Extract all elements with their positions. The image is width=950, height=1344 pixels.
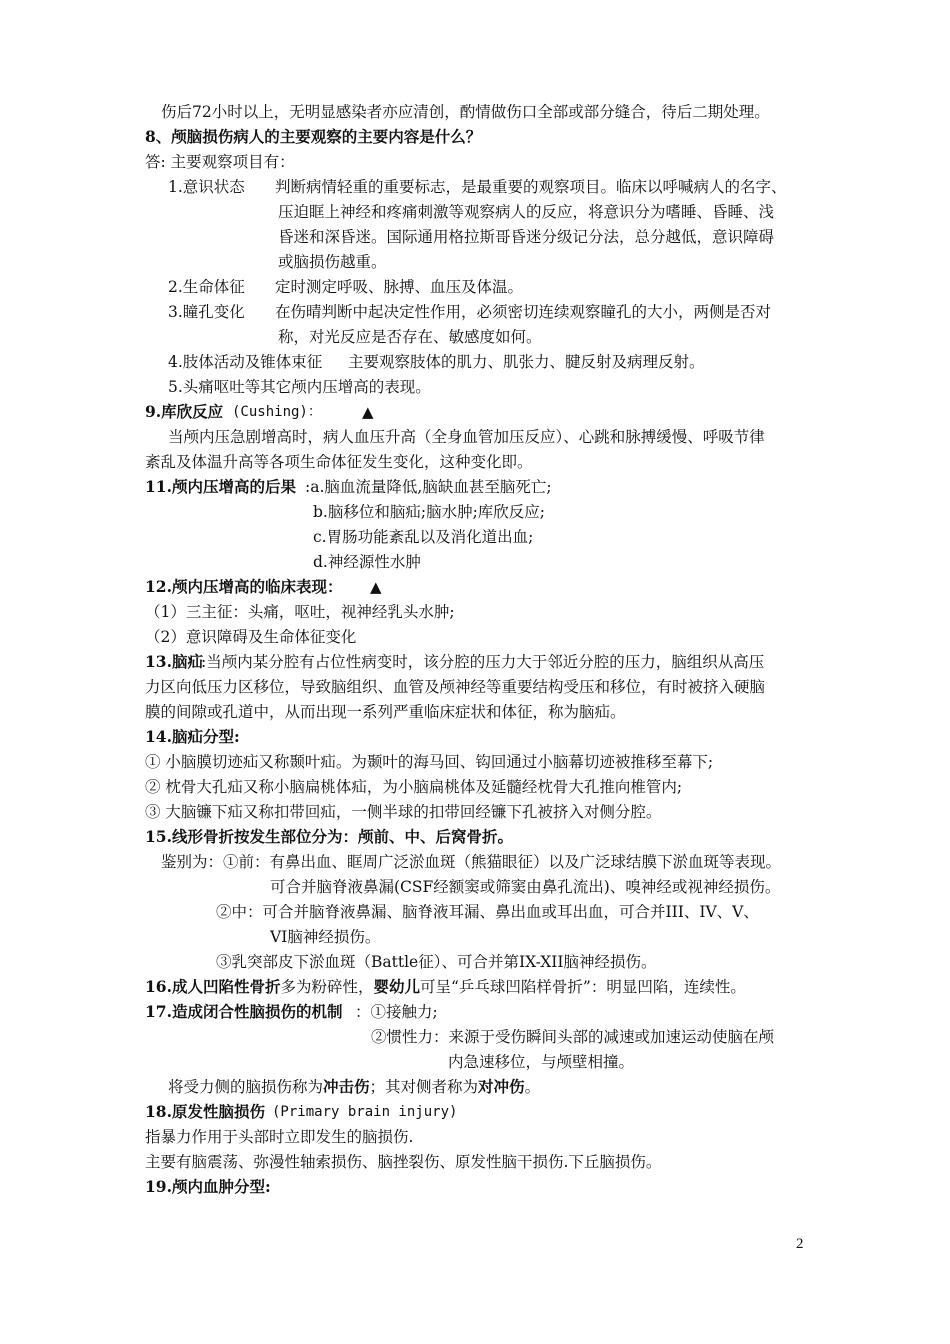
text-line: b.脑移位和脑疝;脑水肿;库欣反应; [313, 503, 546, 521]
text-line: （2）意识障碍及生命体征变化 [145, 628, 357, 646]
text-line: 在伤晴判断中起决定性作用，必须密切连续观察瞳孔的大小，两侧是否对 [275, 303, 772, 321]
question-heading-8: 8、颅脑损伤病人的主要观察的主要内容是什么？ [145, 127, 482, 146]
text-line: 紊乱及体温升高等各项生命体征发生变化，这种变化即。 [145, 453, 533, 471]
text-line: 主要有脑震荡、弥漫性轴索损伤、脑挫裂伤、原发性脑干损伤.下丘脑损伤。 [145, 1153, 662, 1171]
text-line: VI脑神经损伤。 [270, 928, 381, 946]
text-line: ②惯性力：来源于受伤瞬间头部的减速或加速运动使脑在颅 [371, 1028, 775, 1046]
triangle-mark-icon: ▲ [370, 578, 382, 596]
text-line: 称，对光反应是否存在、敏感度如何。 [278, 328, 542, 346]
heading-19: 19.颅内血肿分型: [145, 1177, 271, 1196]
heading-12: 12.颅内压增高的临床表现： [145, 577, 343, 596]
text-line: 判断病情轻重的重要标志，是最重要的观察项目。临床以呼喊病人的名字、 [275, 178, 787, 196]
heading-16: 16.成人凹陷性骨折 [145, 977, 281, 996]
item-label-limb: 4.肢体活动及锥体束征 [168, 353, 323, 371]
list-item: ② 枕骨大孔疝又称小脑扁桃体疝，为小脑扁桃体及延髓经枕骨大孔推向椎管内; [145, 778, 683, 796]
bold-term: 婴幼儿 [373, 977, 420, 996]
text-line: ：①接触力; [355, 1003, 438, 1021]
line-16 [145, 975, 746, 999]
text-line: 定时测定呼吸、脉搏、血压及体温。 [275, 278, 524, 296]
bold-term: 对冲伤 [478, 1077, 525, 1096]
heading-18: 18.原发性脑损伤 [145, 1102, 265, 1121]
text-line: 伤后72小时以上，无明显感染者亦应清创，酌情做伤口全部或部分缝合，待后二期处理。 [161, 103, 770, 121]
heading-9: 9.库欣反应 [145, 402, 224, 421]
text-span: 。 [524, 1078, 541, 1096]
text-line: 主要观察肢体的肌力、肌张力、腱反射及病理反射。 [348, 353, 705, 371]
item-label-pupil: 3.瞳孔变化 [168, 303, 245, 321]
text-span: ；其对侧者称为 [369, 1078, 479, 1096]
text-line: c.胃肠功能紊乱以及消化道出血; [313, 528, 534, 546]
text-line: 当颅内压急剧增高时，病人血压升高（全身血管加压反应）、心跳和脉搏缓慢、呼吸节律 [168, 428, 765, 446]
text-line: 力区向低压力区移位，导致脑组织、血管及颅神经等重要结构受压和移位，有时被挤入硬脑 [145, 678, 766, 696]
page-number: 2 [796, 1236, 804, 1252]
text-line: 内急速移位，与颅壁相撞。 [448, 1053, 635, 1071]
heading-17: 17.造成闭合性脑损伤的机制 [145, 1002, 343, 1021]
text-line: 指暴力作用于头部时立即发生的脑损伤. [145, 1128, 414, 1146]
text-line: 5.头痛呕吐等其它颅内压增高的表现。 [168, 378, 431, 396]
text-line: 可合并脑脊液鼻漏(CSF经额窦或筛窦由鼻孔流出)、嗅神经或视神经损伤。 [270, 878, 781, 896]
text-line: d.神经源性水肿 [313, 553, 421, 571]
answer-intro: 答: 主要观察项目有： [145, 153, 295, 171]
text-line: 昏迷和深昏迷。国际通用格拉斯哥昏迷分级记分法，总分越低，意识障碍 [278, 228, 775, 246]
bold-term: 冲击伤 [323, 1077, 370, 1096]
heading-11: 11.颅内压增高的后果 [145, 477, 296, 496]
text-line: ②中：可合并脑脊液鼻漏、脑脊液耳漏、鼻出血或耳出血，可合并III、IV、V、 [216, 903, 759, 921]
text-line: :当颅内某分腔有占位性病变时，该分腔的压力大于邻近分腔的压力，脑组织从高压 [201, 653, 765, 671]
text-line: 压迫眶上神经和疼痛刺激等观察病人的反应，将意识分为嗜睡、昏睡、浅 [278, 203, 775, 221]
item-label-consciousness: 1.意识状态 [168, 178, 245, 196]
heading-9-term: (Cushing)： [232, 404, 322, 420]
heading-14: 14.脑疝分型: [145, 727, 240, 746]
heading-13: 13.脑疝 [145, 652, 203, 671]
item-label-vital-signs: 2.生命体征 [168, 278, 245, 296]
heading-18-english: (Primary brain injury) [272, 1104, 458, 1120]
text-span: 多为粉碎性， [280, 978, 374, 996]
text-line: :a.脑血流量降低,脑缺血甚至脑死亡; [305, 478, 552, 496]
list-item: ③ 大脑镰下疝又称扣带回疝，一侧半球的扣带回经镰下孔被挤入对侧分腔。 [145, 803, 662, 821]
text-line: 或脑损伤越重。 [278, 253, 387, 271]
text-span: 将受力侧的脑损伤称为 [168, 1078, 324, 1096]
text-line: 鉴别为：①前：有鼻出血、眶周广泛淤血斑（熊猫眼征）以及广泛球结膜下淤血斑等表现。 [161, 853, 782, 871]
line-impact [168, 1075, 540, 1099]
text-span: 可呈“乒乓球凹陷样骨折”：明显凹陷，连续性。 [420, 978, 746, 996]
list-item: ① 小脑膜切迹疝又称颞叶疝。为颞叶的海马回、钩回通过小脑幕切迹被推移至幕下; [145, 753, 714, 771]
triangle-mark-icon: ▲ [362, 403, 374, 421]
text-line: ③乳突部皮下淤血斑（Battle征）、可合并第IX-XII脑神经损伤。 [216, 953, 657, 971]
heading-15: 15.线形骨折按发生部位分为：颅前、中、后窝骨折。 [145, 827, 513, 846]
text-line: （1）三主征：头痛，呕吐，视神经乳头水肿; [145, 603, 455, 621]
text-line: 膜的间隙或孔道中，从而出现一系列严重临床症状和体征，称为脑疝。 [145, 703, 626, 721]
